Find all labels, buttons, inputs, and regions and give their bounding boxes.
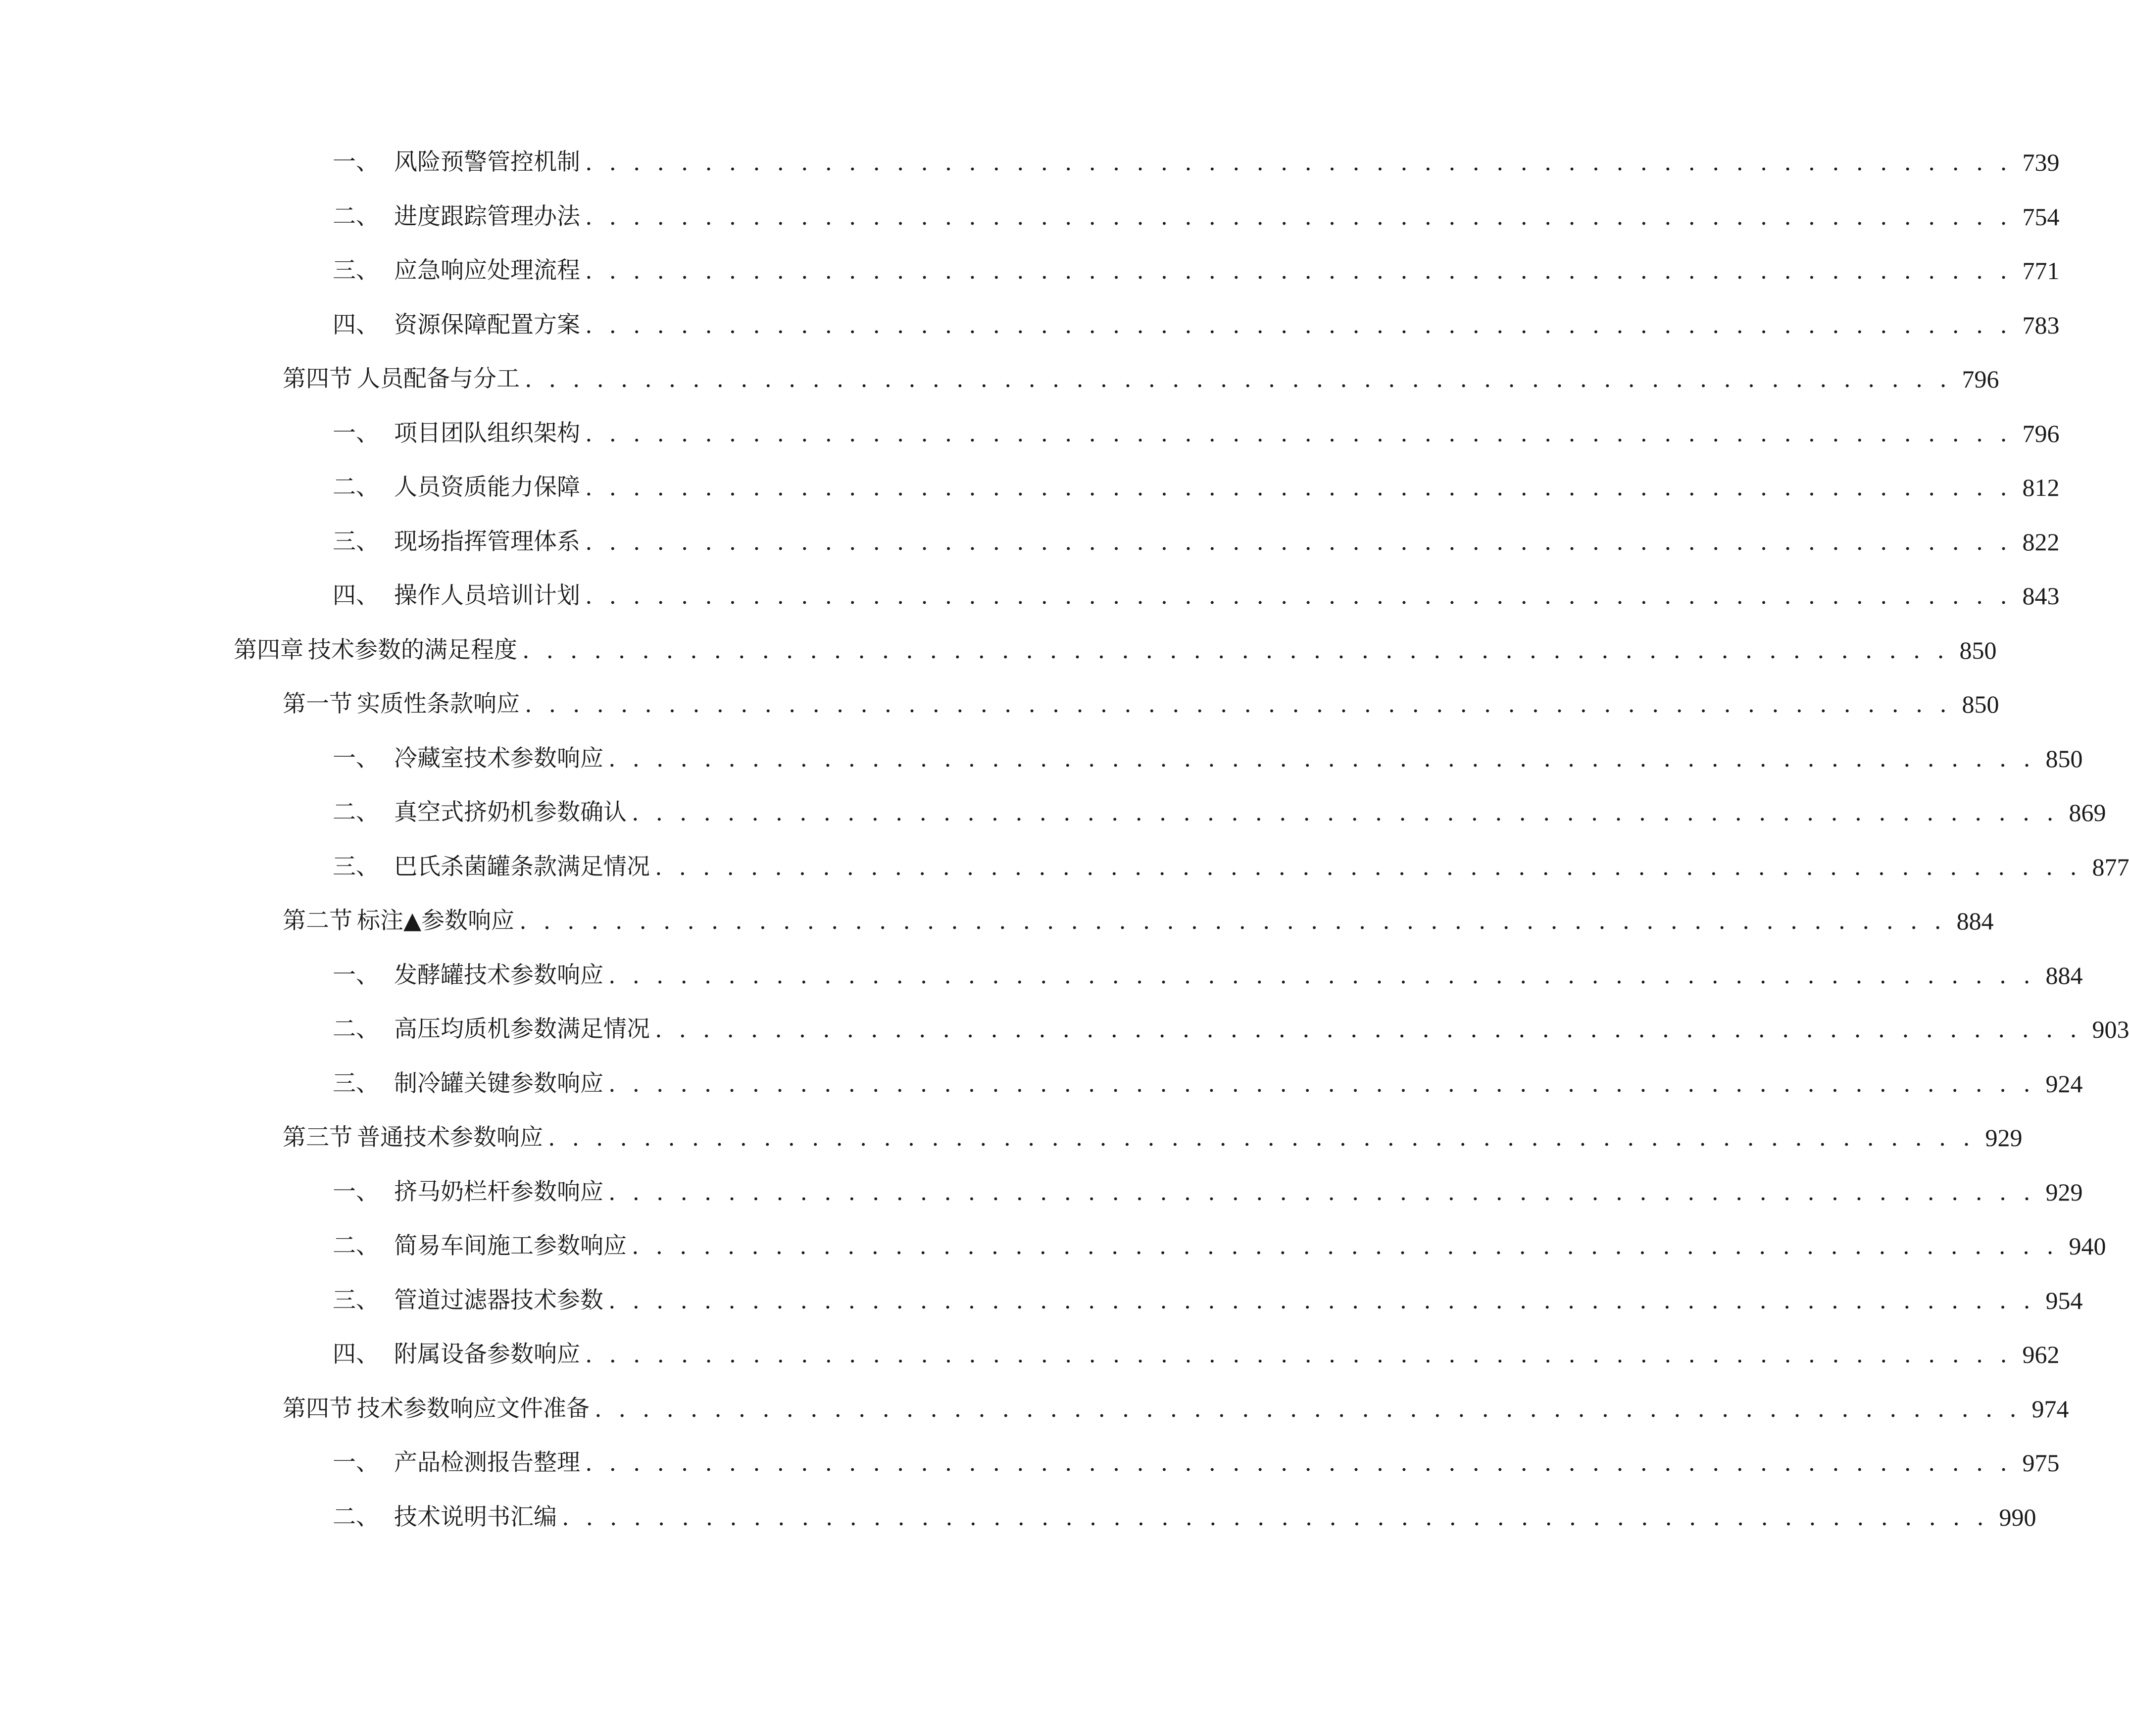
toc-entry-page: 954 xyxy=(2045,1286,2083,1314)
dot-leader: . . . . . . . . . . . . . . . . . . . . . . . . . . . . . . . . . . . . . . . . . . . . . . . . . . . . . . . . . . . . xyxy=(562,1503,1989,1531)
toc-entry-title: 项目团队组织架构 xyxy=(394,419,580,447)
toc-row xyxy=(0,361,1999,415)
toc-entry-title: 人员配备与分工 xyxy=(357,365,520,392)
toc-entry-title: 风险预警管控机制 xyxy=(394,148,580,176)
toc-entry-page: 843 xyxy=(2022,582,2060,610)
toc-row xyxy=(0,957,2083,1012)
toc-entry-title: 产品检测报告整理 xyxy=(394,1449,580,1476)
toc-entry-number: 第一节 xyxy=(283,690,352,718)
toc-entry-page: 850 xyxy=(2045,744,2083,772)
dot-leader: . . . . . . . . . . . . . . . . . . . . . . . . . . . . . . . . . . . . . . . . . . . . . . . . . . . . . . . . . . . . xyxy=(519,908,1946,934)
toc-entry-title: 标注▲参数响应 xyxy=(357,907,515,934)
toc-entry[interactable] xyxy=(333,1174,2083,1210)
toc-entry[interactable] xyxy=(333,252,2060,289)
toc-entry-title: 附属设备参数响应 xyxy=(394,1341,580,1368)
toc-entry[interactable] xyxy=(333,578,2060,614)
toc-row xyxy=(0,849,2129,903)
toc-row xyxy=(0,415,2060,470)
toc-row xyxy=(0,1336,2060,1391)
dot-leader: . . . . . . . . . . . . . . . . . . . . . . . . . . . . . . . . . . . . . . . . . . . . . . . . . . . . . . . . . . . . xyxy=(608,1287,2035,1314)
toc-entry-number: 四、 xyxy=(333,1341,379,1368)
toc-entry-page: 754 xyxy=(2022,202,2060,231)
toc-entry[interactable] xyxy=(333,524,2060,560)
toc-entry[interactable] xyxy=(333,307,2060,343)
toc-entry-page: 929 xyxy=(1985,1124,2023,1152)
toc-entry-title: 资源保障配置方案 xyxy=(394,311,580,338)
toc-entry-number: 二、 xyxy=(333,799,379,826)
toc-entry[interactable] xyxy=(333,1445,2060,1481)
dot-leader: . . . . . . . . . . . . . . . . . . . . . . . . . . . . . . . . . . . . . . . . . . . . . . . . . . . . . . . . . . . . xyxy=(585,1449,2012,1476)
dot-leader: . . . . . . . . . . . . . . . . . . . . . . . . . . . . . . . . . . . . . . . . . . . . . . . . . . . . . . . . . . . . xyxy=(585,582,2012,609)
toc-entry-title: 技术参数响应文件准备 xyxy=(357,1395,590,1422)
toc-entry-number: 三、 xyxy=(333,1069,379,1097)
toc-entry[interactable] xyxy=(333,469,2060,506)
toc-entry-number: 第二节 xyxy=(283,907,352,934)
toc-row xyxy=(0,632,1997,686)
toc-entry-title: 制冷罐关键参数响应 xyxy=(394,1069,603,1097)
toc-entry-title: 管道过滤器技术参数 xyxy=(394,1286,603,1314)
dot-leader: . . . . . . . . . . . . . . . . . . . . . . . . . . . . . . . . . . . . . . . . . . . . . . . . . . . . . . . . . . . . xyxy=(655,1016,2082,1043)
dot-leader: . . . . . . . . . . . . . . . . . . . . . . . . . . . . . . . . . . . . . . . . . . . . . . . . . . . . . . . . . . . . xyxy=(525,691,1952,718)
toc-entry-number: 二、 xyxy=(333,202,379,230)
toc-entry-title: 真空式挤奶机参数确认 xyxy=(394,799,627,826)
toc-entry-number: 三、 xyxy=(333,257,379,284)
toc-entry-page: 974 xyxy=(2031,1395,2069,1423)
toc-entry[interactable] xyxy=(333,1011,2129,1048)
dot-leader: . . . . . . . . . . . . . . . . . . . . . . . . . . . . . . . . . . . . . . . . . . . . . . . . . . . . . . . . . . . . xyxy=(585,420,2012,447)
toc-entry-title: 简易车间施工参数响应 xyxy=(394,1232,627,1259)
toc-entry-number: 三、 xyxy=(333,853,379,880)
toc-entry[interactable] xyxy=(333,849,2129,885)
dot-leader: . . . . . . . . . . . . . . . . . . . . . . . . . . . . . . . . . . . . . . . . . . . . . . . . . . . . . . . . . . . . xyxy=(522,636,1949,664)
dot-leader: . . . . . . . . . . . . . . . . . . . . . . . . . . . . . . . . . . . . . . . . . . . . . . . . . . . . . . . . . . . . xyxy=(585,1341,2012,1368)
toc-entry-page: 850 xyxy=(1959,636,1997,664)
toc-entry[interactable] xyxy=(234,632,1997,669)
toc-entry-page: 962 xyxy=(2022,1341,2060,1368)
toc-row xyxy=(0,578,2060,632)
toc-entry-number: 二、 xyxy=(333,1232,379,1259)
toc-row xyxy=(0,252,2060,307)
toc-entry-title: 技术说明书汇编 xyxy=(394,1503,557,1531)
toc-entry[interactable] xyxy=(283,686,1999,723)
dot-leader: . . . . . . . . . . . . . . . . . . . . . . . . . . . . . . . . . . . . . . . . . . . . . . . . . . . . . . . . . . . . xyxy=(632,799,2059,826)
toc-row xyxy=(0,307,2060,361)
toc-entry-number: 二、 xyxy=(333,1015,379,1043)
toc-entry-title: 高压均质机参数满足情况 xyxy=(394,1015,650,1043)
toc-entry-number: 三、 xyxy=(333,528,379,555)
toc-entry[interactable] xyxy=(333,1065,2083,1102)
toc-entry-number: 四、 xyxy=(333,311,379,338)
toc-row xyxy=(0,794,2106,849)
dot-leader: . . . . . . . . . . . . . . . . . . . . . . . . . . . . . . . . . . . . . . . . . . . . . . . . . . . . . . . . . . . . xyxy=(655,853,2082,880)
toc-entry-page: 739 xyxy=(2022,148,2060,176)
toc-entry[interactable] xyxy=(333,1228,2106,1264)
toc-row xyxy=(0,1011,2129,1065)
toc-row xyxy=(0,144,2060,198)
dot-leader: . . . . . . . . . . . . . . . . . . . . . . . . . . . . . . . . . . . . . . . . . . . . . . . . . . . . . . . . . . . . xyxy=(608,1070,2035,1097)
toc-row xyxy=(0,1119,2023,1174)
toc-entry[interactable] xyxy=(333,1336,2060,1373)
toc-row xyxy=(0,469,2060,524)
toc-entry-page: 884 xyxy=(2045,961,2083,989)
toc-entry[interactable] xyxy=(283,1119,2023,1156)
toc-entry-number: 四、 xyxy=(333,582,379,609)
toc-entry-title: 进度跟踪管理办法 xyxy=(394,202,580,230)
dot-leader: . . . . . . . . . . . . . . . . . . . . . . . . . . . . . . . . . . . . . . . . . . . . . . . . . . . . . . . . . . . . xyxy=(585,203,2012,230)
toc-entry[interactable] xyxy=(283,903,1994,939)
dot-leader: . . . . . . . . . . . . . . . . . . . . . . . . . . . . . . . . . . . . . . . . . . . . . . . . . . . . . . . . . . . . xyxy=(585,149,2012,176)
toc-entry-number: 二、 xyxy=(333,1503,379,1531)
toc-entry-page: 796 xyxy=(1962,365,1999,393)
toc-entry-number: 一、 xyxy=(333,148,379,176)
toc-entry[interactable] xyxy=(333,144,2060,181)
toc-entry-page: 850 xyxy=(1962,690,1999,718)
toc-row xyxy=(0,1174,2083,1228)
toc-row xyxy=(0,903,1994,957)
toc-entry-page: 975 xyxy=(2022,1449,2060,1477)
toc-entry-title: 应急响应处理流程 xyxy=(394,257,580,284)
toc-row xyxy=(0,1499,2036,1553)
toc-entry-page: 929 xyxy=(2045,1178,2083,1206)
toc-row xyxy=(0,524,2060,578)
table-of-contents xyxy=(0,144,2129,1553)
toc-row xyxy=(0,1391,2069,1445)
dot-leader: . . . . . . . . . . . . . . . . . . . . . . . . . . . . . . . . . . . . . . . . . . . . . . . . . . . . . . . . . . . . xyxy=(608,962,2035,989)
toc-entry-page: 771 xyxy=(2022,257,2060,285)
toc-entry-page: 877 xyxy=(2092,853,2129,881)
toc-entry-number: 一、 xyxy=(333,419,379,447)
dot-leader: . . . . . . . . . . . . . . . . . . . . . . . . . . . . . . . . . . . . . . . . . . . . . . . . . . . . . . . . . . . . xyxy=(585,474,2012,501)
toc-entry[interactable] xyxy=(333,794,2106,831)
dot-leader: . . . . . . . . . . . . . . . . . . . . . . . . . . . . . . . . . . . . . . . . . . . . . . . . . . . . . . . . . . . . xyxy=(594,1395,2022,1422)
toc-entry-page: 783 xyxy=(2022,311,2060,339)
toc-entry-page: 903 xyxy=(2092,1015,2129,1043)
dot-leader: . . . . . . . . . . . . . . . . . . . . . . . . . . . . . . . . . . . . . . . . . . . . . . . . . . . . . . . . . . . . xyxy=(608,1178,2035,1206)
dot-leader: . . . . . . . . . . . . . . . . . . . . . . . . . . . . . . . . . . . . . . . . . . . . . . . . . . . . . . . . . . . . xyxy=(608,745,2035,772)
dot-leader: . . . . . . . . . . . . . . . . . . . . . . . . . . . . . . . . . . . . . . . . . . . . . . . . . . . . . . . . . . . . xyxy=(548,1124,1975,1151)
toc-row xyxy=(0,198,2060,253)
toc-entry-title: 发酵罐技术参数响应 xyxy=(394,961,603,989)
toc-entry-title: 技术参数的满足程度 xyxy=(308,636,517,664)
toc-entry-page: 884 xyxy=(1956,907,1994,935)
toc-entry-page: 796 xyxy=(2022,419,2060,447)
toc-entry[interactable] xyxy=(333,1499,2036,1536)
toc-entry-page: 869 xyxy=(2069,799,2106,826)
toc-entry-page: 822 xyxy=(2022,528,2060,556)
dot-leader: . . . . . . . . . . . . . . . . . . . . . . . . . . . . . . . . . . . . . . . . . . . . . . . . . . . . . . . . . . . . xyxy=(585,311,2012,338)
toc-entry-title: 挤马奶栏杆参数响应 xyxy=(394,1178,603,1206)
dot-leader: . . . . . . . . . . . . . . . . . . . . . . . . . . . . . . . . . . . . . . . . . . . . . . . . . . . . . . . . . . . . xyxy=(525,366,1952,392)
dot-leader: . . . . . . . . . . . . . . . . . . . . . . . . . . . . . . . . . . . . . . . . . . . . . . . . . . . . . . . . . . . . xyxy=(632,1233,2059,1259)
dot-leader: . . . . . . . . . . . . . . . . . . . . . . . . . . . . . . . . . . . . . . . . . . . . . . . . . . . . . . . . . . . . xyxy=(585,257,2012,284)
toc-entry-number: 第三节 xyxy=(283,1124,352,1151)
toc-entry-page: 924 xyxy=(2045,1069,2083,1098)
toc-entry[interactable] xyxy=(283,361,1999,397)
dot-leader: . . . . . . . . . . . . . . . . . . . . . . . . . . . . . . . . . . . . . . . . . . . . . . . . . . . . . . . . . . . . xyxy=(585,528,2012,555)
toc-entry-title: 普通技术参数响应 xyxy=(357,1124,543,1151)
toc-entry[interactable] xyxy=(333,415,2060,452)
toc-entry-page: 940 xyxy=(2069,1232,2106,1260)
toc-row xyxy=(0,1228,2106,1282)
toc-entry-number: 一、 xyxy=(333,961,379,989)
toc-entry-page: 990 xyxy=(1999,1503,2036,1531)
toc-entry[interactable] xyxy=(333,957,2083,994)
toc-entry-page: 812 xyxy=(2022,474,2060,501)
toc-entry[interactable] xyxy=(283,1391,2069,1427)
toc-entry[interactable] xyxy=(333,1282,2083,1319)
toc-entry-title: 实质性条款响应 xyxy=(357,690,520,718)
toc-entry-number: 一、 xyxy=(333,1178,379,1206)
toc-row xyxy=(0,740,2083,795)
toc-entry-number: 第四节 xyxy=(283,1395,352,1422)
toc-entry-title: 现场指挥管理体系 xyxy=(394,528,580,555)
toc-entry[interactable] xyxy=(333,198,2060,235)
toc-entry-number: 第四节 xyxy=(283,365,352,392)
toc-entry-number: 二、 xyxy=(333,474,379,501)
toc-entry-title: 操作人员培训计划 xyxy=(394,582,580,609)
toc-row xyxy=(0,1065,2083,1120)
toc-row xyxy=(0,686,1999,740)
toc-row xyxy=(0,1445,2060,1499)
toc-entry-number: 第四章 xyxy=(234,636,303,664)
toc-entry-number: 一、 xyxy=(333,744,379,772)
toc-entry-number: 三、 xyxy=(333,1286,379,1314)
toc-row xyxy=(0,1282,2083,1337)
toc-entry[interactable] xyxy=(333,740,2083,777)
toc-entry-number: 一、 xyxy=(333,1449,379,1476)
toc-entry-title: 冷藏室技术参数响应 xyxy=(394,744,603,772)
toc-entry-title: 人员资质能力保障 xyxy=(394,474,580,501)
toc-entry-title: 巴氏杀菌罐条款满足情况 xyxy=(394,853,650,880)
